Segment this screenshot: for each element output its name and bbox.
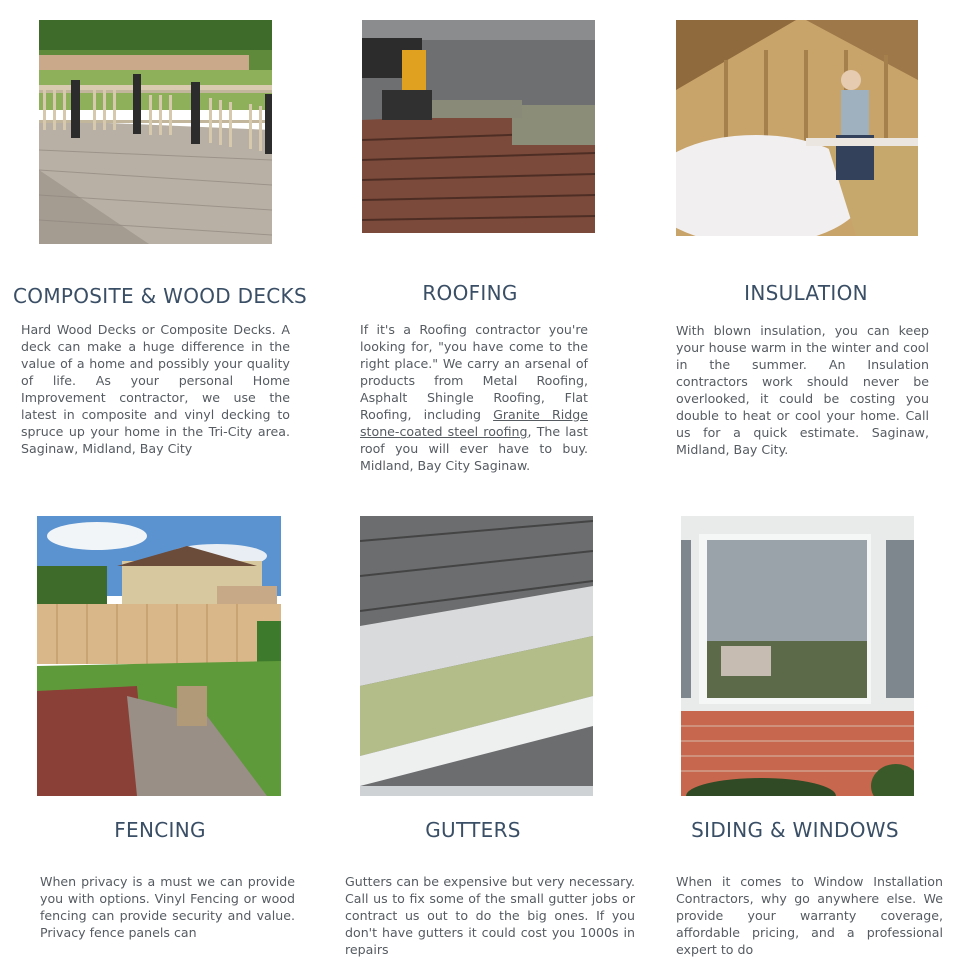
insulation-photo — [676, 20, 918, 236]
siding-windows-photo — [681, 516, 914, 796]
gutters-photo — [360, 516, 593, 796]
insulation-title: INSULATION — [744, 281, 868, 305]
roofing-title: ROOFING — [422, 281, 518, 305]
gutters-description: Gutters can be expensive but very necessary. Call us to fix some of the small gutter jobs or contract us out to do the big ones. If you don't have gutters it could cost you 1000s in repairs — [345, 874, 635, 957]
insulation-description: With blown insulation, you can keep your house warm in the winter and cool in the summer. An Insulation contractors work should never be overlooked, it could be costing you double to heat or cool your home. Call us for a quick estimate. Saginaw, Midland, Bay City. — [676, 323, 929, 457]
gutters-title: GUTTERS — [425, 818, 521, 842]
fencing-photo — [37, 516, 281, 796]
siding-windows-title: SIDING & WINDOWS — [691, 818, 899, 842]
decks-description: Hard Wood Decks or Composite Decks. A deck can make a huge difference in the value of a home and possibly your quality of life. As your personal Home Improvement contractor, we use the latest in composite and vinyl decking to spruce up your home in the Tri-City area. Saginaw, Midland, Bay City — [21, 322, 290, 456]
granite-ridge-link[interactable]: Granite Ridge stone-coated steel roofing — [360, 407, 588, 439]
roofing-description-text: If it's a Roofing contractor you're looking for, "you have come to the right place." We carry an arsenal of products from Metal Roofing, Asphalt Shingle Roofing, Flat Roofing, including — [360, 322, 588, 422]
roofing-photo — [362, 20, 595, 233]
fencing-description: When privacy is a must we can provide you with options. Vinyl Fencing or wood fencing can provide security and value. Privacy fence panels can — [40, 874, 295, 940]
roofing-description — [360, 321, 588, 474]
decks-title: COMPOSITE & WOOD DECKS — [13, 284, 307, 308]
fencing-title: FENCING — [114, 818, 206, 842]
siding-windows-description: When it comes to Window Installation Contractors, why go anywhere else. We provide your warranty coverage, affordable pricing, and a professional expert to do — [676, 874, 943, 957]
roofing-description-text-end: , The last roof you will ever have to buy. Midland, Bay City Saginaw. — [360, 424, 588, 473]
deck-photo — [39, 20, 272, 244]
